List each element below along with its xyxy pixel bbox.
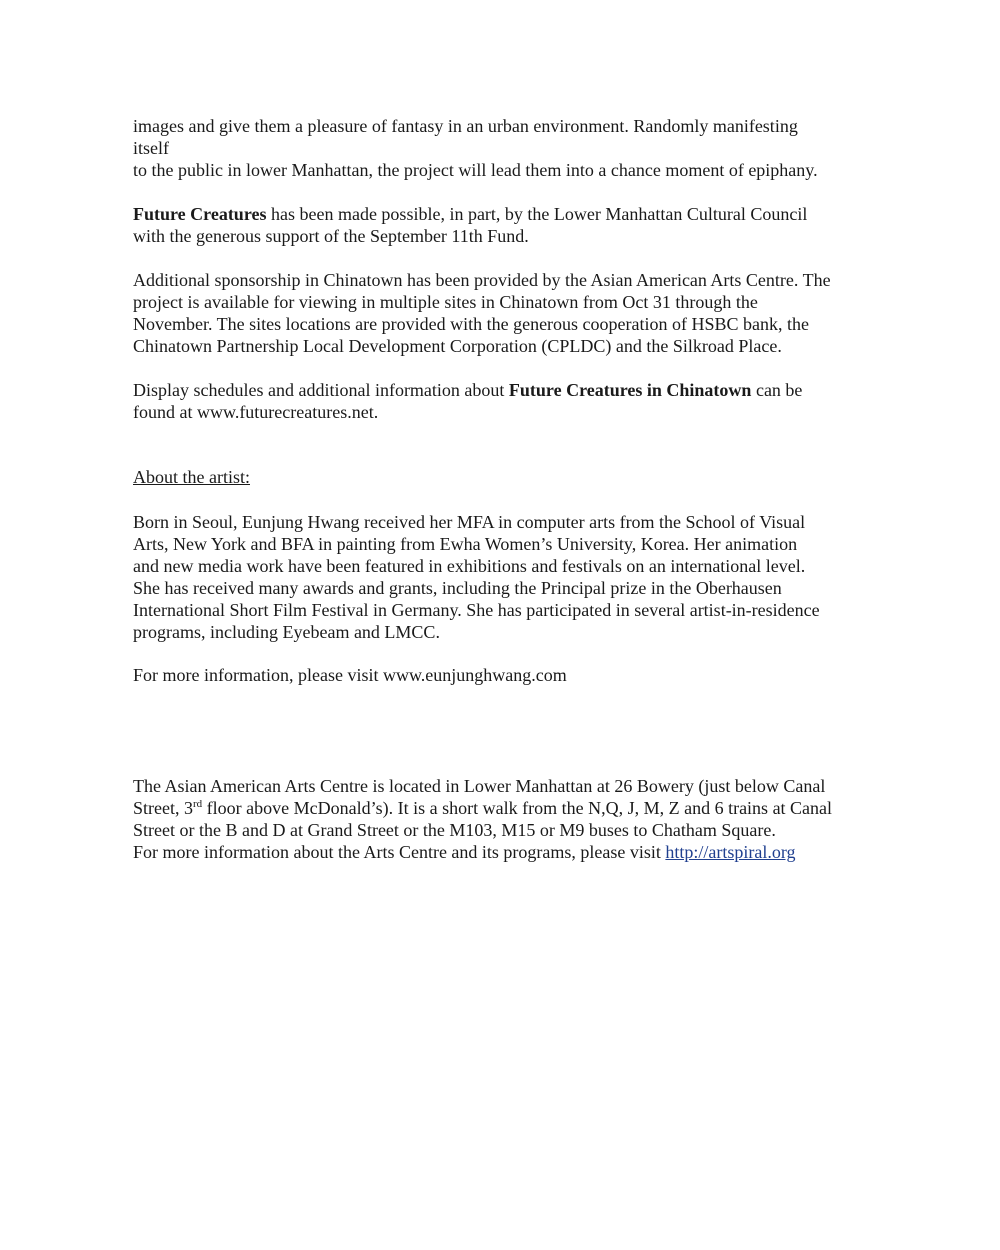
funding-line: with the generous support of the September 11th Fund.	[133, 226, 529, 246]
funding-paragraph	[133, 203, 893, 247]
artist-heading-block	[133, 466, 893, 488]
centre-line	[133, 841, 893, 863]
intro-line: images and give them a pleasure of fantasy in an urban environment. Randomly manifesting	[133, 116, 798, 136]
centre-line	[133, 797, 893, 819]
sponsorship-line: Chinatown Partnership Local Development Corporation (CPLDC) and the Silkroad Place.	[133, 336, 782, 356]
centre-paragraph	[133, 775, 893, 863]
centre-text: floor above McDonald’s). It is a short walk from the N,Q, J, M, Z and 6 trains at Canal	[202, 798, 833, 818]
artist-bio-line: Arts, New York and BFA in painting from Ewha Women’s University, Korea. Her animation	[133, 534, 798, 554]
schedules-paragraph	[133, 379, 893, 423]
intro-paragraph	[133, 115, 893, 181]
artist-bio-line: International Short Film Festival in Germany. She has participated in several artist-in-residence	[133, 600, 820, 620]
funding-text: has been made possible, in part, by the Lower Manhattan Cultural Council	[266, 204, 808, 224]
sponsorship-line: project is available for viewing in multiple sites in Chinatown from Oct 31 through the	[133, 292, 758, 312]
artspiral-link[interactable]: http://artspiral.org	[665, 842, 796, 862]
artist-more-paragraph	[133, 664, 893, 686]
centre-line: The Asian American Arts Centre is located in Lower Manhattan at 26 Bowery (just below Canal	[133, 776, 826, 796]
funding-line	[133, 203, 893, 225]
intro-line: to the public in lower Manhattan, the project will lead them into a chance moment of epiphany.	[133, 160, 818, 180]
centre-text: For more information about the Arts Centre and its programs, please visit	[133, 842, 666, 862]
project-title-bold: Future Creatures	[133, 204, 267, 224]
artist-bio-paragraph	[133, 511, 893, 643]
centre-text: Street, 3	[133, 798, 193, 818]
schedules-line: found at www.futurecreatures.net.	[133, 402, 379, 422]
schedules-line	[133, 379, 893, 401]
artist-bio-line: and new media work have been featured in exhibitions and festivals on an international level.	[133, 556, 806, 576]
intro-line: itself	[133, 138, 169, 158]
schedules-text: can be	[751, 380, 803, 400]
project-title-bold: Future Creatures in Chinatown	[508, 380, 752, 400]
artist-bio-line: She has received many awards and grants, including the Principal prize in the Oberhausen	[133, 578, 782, 598]
schedules-text: Display schedules and additional information about	[133, 380, 509, 400]
ordinal-superscript: rd	[193, 798, 203, 810]
sponsorship-paragraph	[133, 269, 893, 357]
artist-more-line: For more information, please visit www.eunjunghwang.com	[133, 665, 567, 685]
sponsorship-line: November. The sites locations are provided with the generous cooperation of HSBC bank, the	[133, 314, 810, 334]
sponsorship-line: Additional sponsorship in Chinatown has been provided by the Asian American Arts Centre. The	[133, 270, 831, 290]
artist-bio-line: programs, including Eyebeam and LMCC.	[133, 622, 440, 642]
artist-bio-line: Born in Seoul, Eunjung Hwang received her MFA in computer arts from the School of Visual	[133, 512, 806, 532]
artist-heading: About the artist:	[133, 467, 250, 487]
centre-line: Street or the B and D at Grand Street or the M103, M15 or M9 buses to Chatham Square.	[133, 820, 776, 840]
